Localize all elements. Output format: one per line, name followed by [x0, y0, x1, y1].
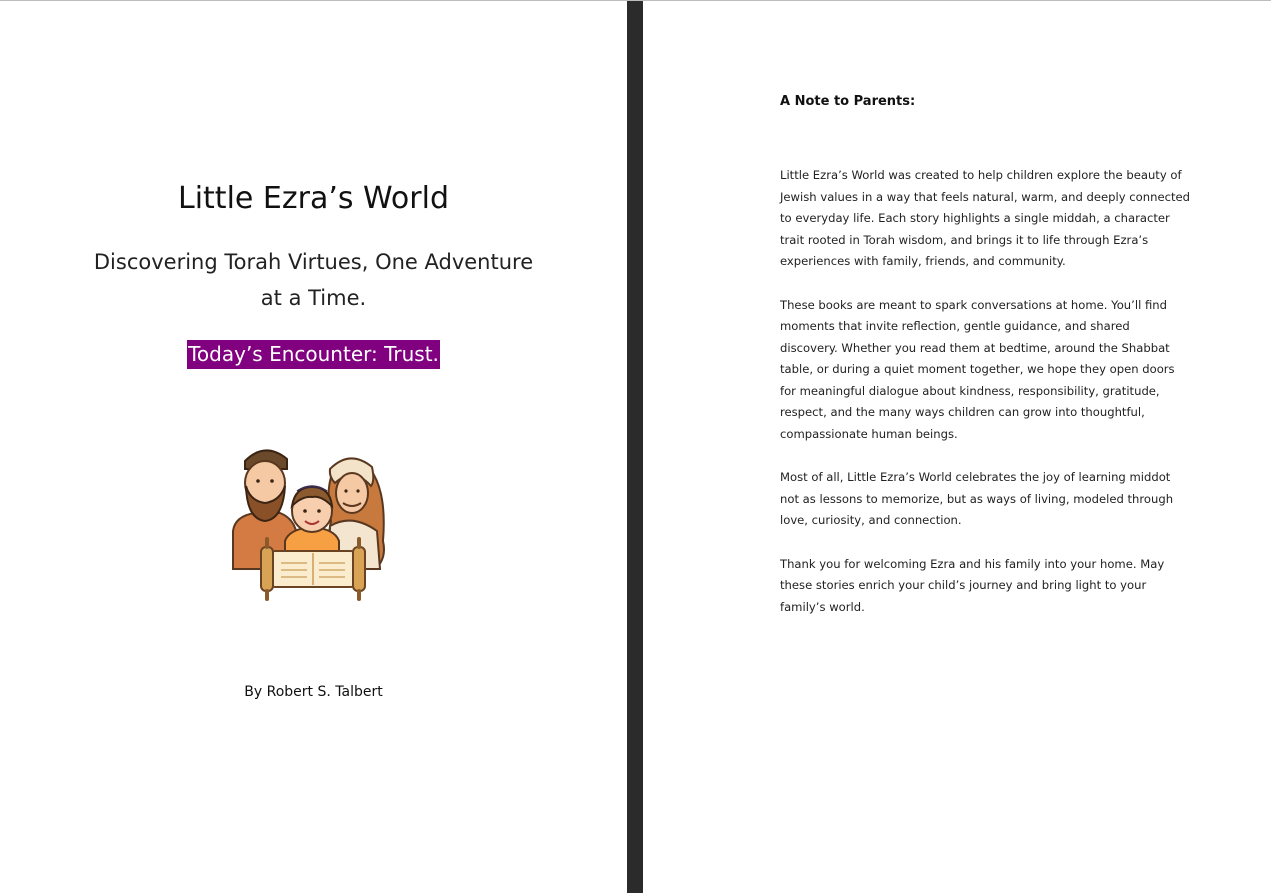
note-paragraph: Most of all, Little Ezra’s World celebrates the joy of learning middot not as lessons to memorize, but as ways of living, modeled through love, curiosity, and connection.	[780, 470, 1174, 527]
note-paragraph: Little Ezra’s World was created to help children explore the beauty of Jewish values in a way that feels natural, warm, and deeply connected to everyday life. Each story highlights a single middah, a character trait rooted in Torah wisdom, and brings it to life through Ezra’s experiences with family, friends, and community.	[780, 168, 1191, 268]
cover-subtitle: Discovering Torah Virtues, One Adventure at a Time.	[93, 250, 534, 310]
encounter-highlight: Today’s Encounter: Trust.	[187, 340, 440, 369]
note-body	[780, 165, 1190, 640]
cover-page	[0, 1, 627, 893]
note-page	[643, 1, 1271, 893]
page-gutter	[627, 1, 643, 893]
family-illustration-icon	[225, 441, 400, 606]
note-paragraph: Thank you for welcoming Ezra and his family into your home. May these stories enrich your child’s journey and bring light to your family’s world.	[780, 556, 1165, 614]
note-paragraph: These books are meant to spark conversations at home. You’ll find moments that invite reflection, gentle guidance, and shared discovery. Whether you read them at bedtime, around the Shabbat table, or during a quiet moment together, we hope they open doors for meaningful dialogue about kindness, responsibility, gratitude, respect, and the many ways children can grow into thoughtful, compassionate human beings.	[780, 297, 1175, 441]
cover-title: Little Ezra’s World	[178, 181, 449, 216]
cover-author: By Robert S. Talbert	[244, 684, 383, 700]
family-reading-torah-illustration	[225, 441, 400, 606]
encounter-line	[0, 340, 627, 369]
note-heading: A Note to Parents:	[780, 94, 916, 109]
